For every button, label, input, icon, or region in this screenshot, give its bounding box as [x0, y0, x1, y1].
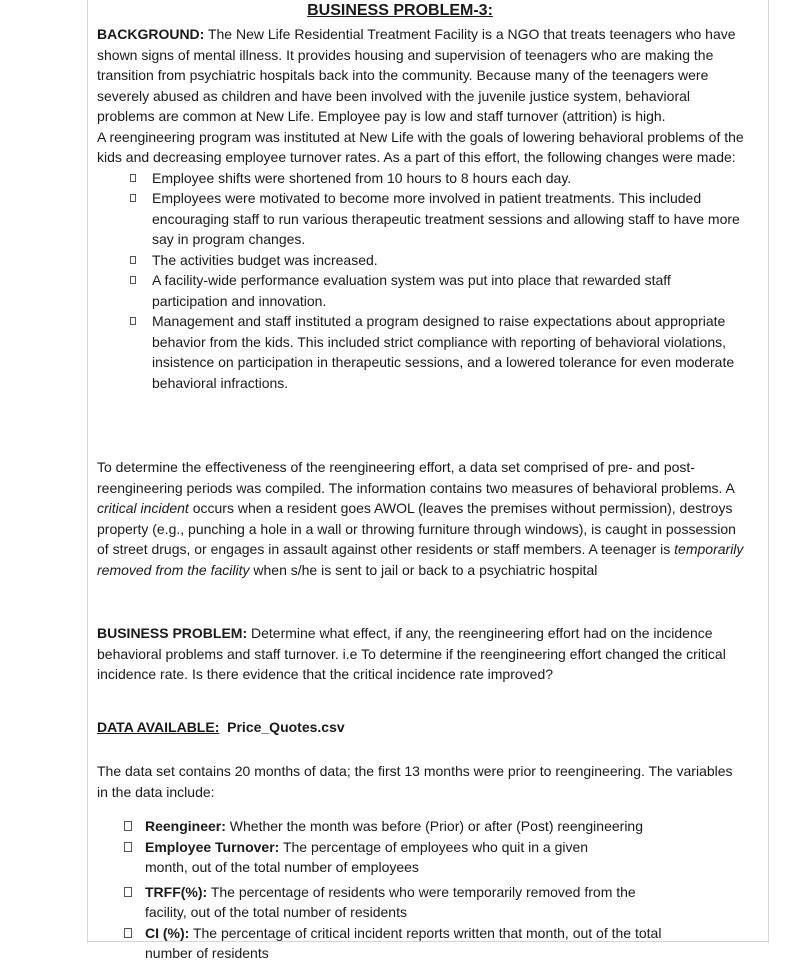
list-item: The activities budget was increased. — [97, 250, 747, 271]
checkbox-bullet-icon — [124, 928, 132, 938]
list-item: A facility-wide performance evaluation system was put into place that rewarded staff participation and innovation. — [97, 270, 747, 311]
program-paragraph: A reengineering program was instituted at New Life with the goals of lowering behavioral problems of the kids and decreasing employee turnover rates. As a part of this effort, the following changes were made: — [97, 128, 744, 165]
list-item: TRFF(%): The percentage of residents who were temporarily removed from the facility, out of the total number of residents — [97, 882, 747, 923]
checkbox-bullet-icon — [124, 821, 132, 831]
checkbox-bullet-icon — [130, 256, 136, 264]
list-item: Employee Turnover: The percentage of employees who quit in a given month, out of the total number of employees — [97, 837, 747, 878]
background-label: BACKGROUND: — [97, 26, 205, 42]
effectiveness-paragraph: To determine the effectiveness of the reengineering effort, a data set comprised of pre- and post-reengineering periods was compiled. The information contains two measures of behavioral problems. A critical incident occurs when a resident goes AWOL (leaves the premises without permission), destroys property (e.g., punching a hole in a wall or throwing furniture through windows), is caught in possession of street drugs, or engages in assault against other residents or staff members. A teenager is temporarily removed from the facility when s/he is sent to jail or back to a psychiatric hospital — [97, 459, 744, 578]
page-title: BUSINESS PROBLEM-3: — [307, 2, 493, 19]
checkbox-bullet-icon — [130, 317, 136, 325]
data-available-section — [97, 717, 747, 738]
dataset-paragraph: The data set contains 20 months of data; the first 13 months were prior to reengineering. The variables in the data include: — [97, 763, 733, 800]
removed-term: temporarily removed from the facility — [97, 541, 744, 578]
checkbox-bullet-icon — [130, 174, 136, 182]
checkbox-bullet-icon — [130, 276, 136, 284]
checkbox-bullet-icon — [130, 194, 136, 202]
business-problem-label: BUSINESS PROBLEM: — [97, 625, 248, 641]
checkbox-bullet-icon — [124, 887, 132, 897]
list-item: Employee shifts were shortened from 10 hours to 8 hours each day. — [97, 168, 747, 189]
effectiveness-section — [97, 457, 747, 580]
page-border-left — [87, 0, 88, 943]
business-problem-paragraph — [97, 623, 747, 685]
checkbox-bullet-icon — [124, 842, 132, 852]
business-problem-section — [97, 623, 747, 685]
page-border-right — [768, 0, 769, 943]
dataset-section — [97, 747, 747, 964]
data-available-label: DATA AVAILABLE: — [97, 719, 220, 735]
critical-incident-term: critical incident — [97, 500, 189, 516]
variables-list — [97, 816, 747, 964]
list-item: Management and staff instituted a program designed to raise expectations about appropriate behavior from the kids. This included strict compliance with reporting of behavioral violations, insistence on participation in therapeutic sessions, and a lowered tolerance for even moderate behavioral infractions. — [97, 311, 747, 393]
changes-list — [97, 168, 747, 394]
background-paragraph — [97, 24, 747, 127]
data-available-line — [97, 717, 747, 738]
list-item: Reengineer: Whether the month was before (Prior) or after (Post) reengineering — [97, 816, 747, 837]
list-item: Employees were motivated to become more involved in patient treatments. This included encouraging staff to run various therapeutic treatment sessions and allowing staff to have more say in program changes. — [97, 188, 747, 250]
list-item: CI (%): The percentage of critical incident reports written that month, out of the total number of residents — [97, 923, 747, 964]
data-file-name: Price_Quotes.csv — [227, 719, 345, 735]
background-section — [97, 24, 747, 393]
background-text: The New Life Residential Treatment Facility is a NGO that treats teenagers who have shown signs of mental illness. It provides housing and supervision of teenagers who are making the transition from psychiatric hospitals back into the community. Because many of the teenagers were severely abused as children and have been involved with the juvenile justice system, behavioral problems are common at New Life. Employee pay is low and staff turnover (attrition) is high. — [97, 26, 736, 124]
business-problem-text: Determine what effect, if any, the reengineering effort had on the incidence behavioral problems and staff turnover. i.e To determine if the reengineering effort changed the critical incidence rate. Is there evidence that the critical incidence rate improved? — [97, 625, 726, 682]
